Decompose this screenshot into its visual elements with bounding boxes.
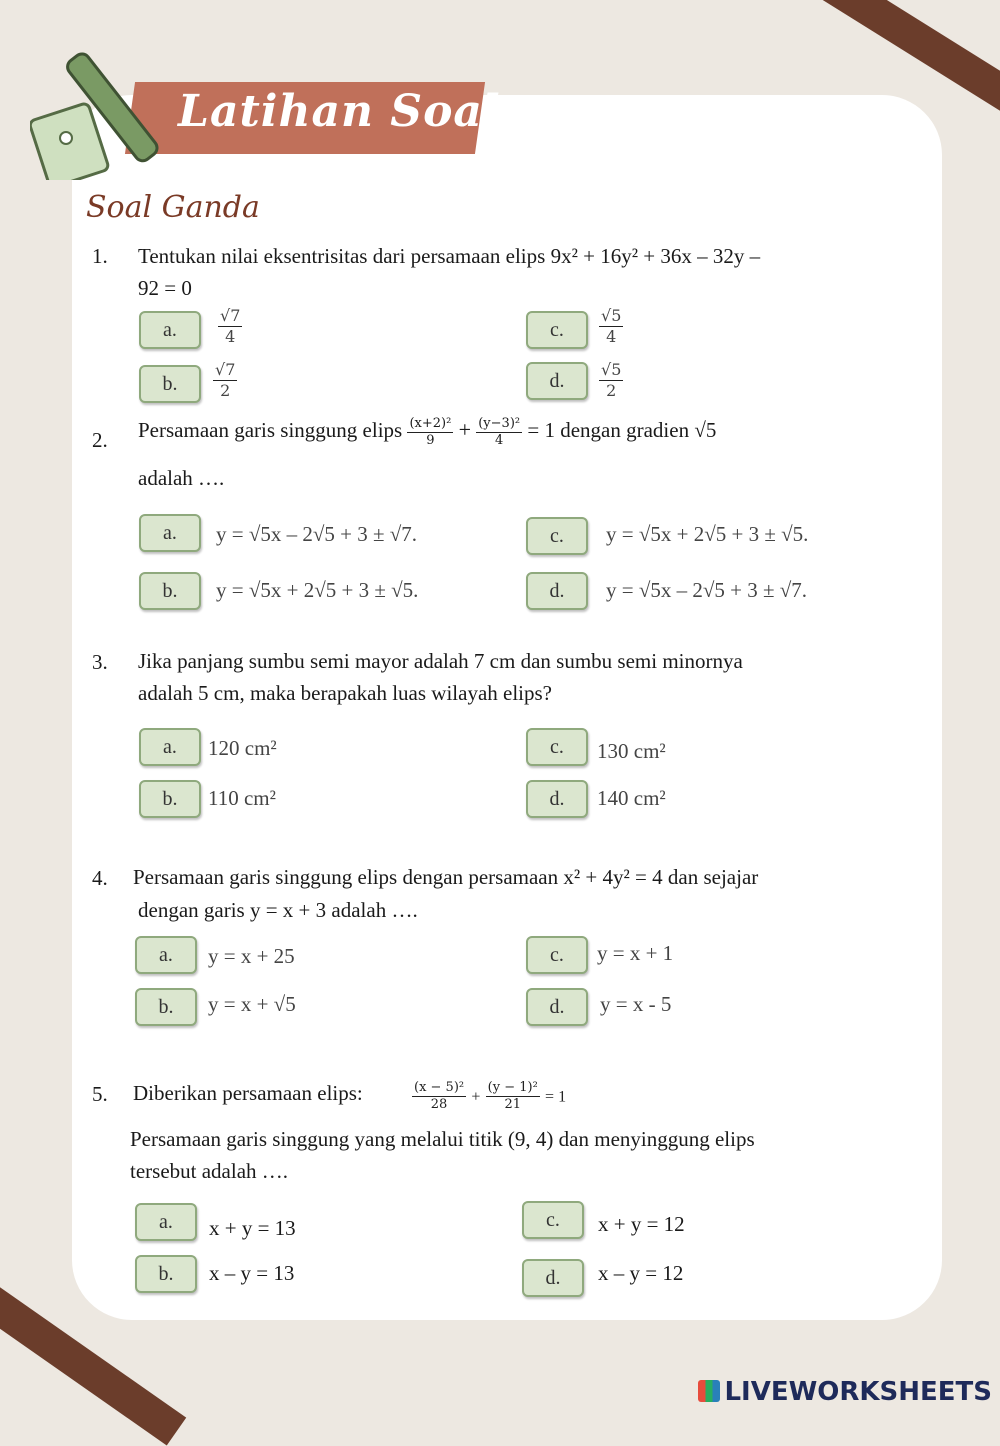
liveworksheets-logo: LIVEWORKSHEETS [698,1377,992,1407]
q5-option-a-button[interactable]: a. [135,1203,197,1241]
q2-option-b-value: y = √5x + 2√5 + 3 ± √5. [216,578,419,602]
question-1-text: Tentukan nilai eksentrisitas dari persamaan elips 9x² + 16y² + 36x – 32y – [138,244,761,268]
q4-option-a-value: y = x + 25 [208,944,295,968]
q3-option-d-button[interactable]: d. [526,780,588,818]
question-5-intro: Diberikan persamaan elips: [133,1081,363,1105]
q5-option-b-value: x – y = 13 [209,1261,295,1285]
q5-option-a-value: x + y = 13 [209,1216,296,1240]
q4-option-d-value: y = x - 5 [600,992,672,1016]
question-number: 4. [92,866,108,890]
q3-option-c-value: 130 cm² [597,739,666,763]
question-1-text-cont: 92 = 0 [138,276,192,300]
q1-option-b-button[interactable]: b. [139,365,201,403]
q3-option-c-button[interactable]: c. [526,728,588,766]
question-5-text: Persamaan garis singgung yang melalui titik (9, 4) dan menyinggung elips [130,1127,755,1151]
q1-option-c-button[interactable]: c. [526,311,588,349]
question-5-text-cont: tersebut adalah …. [130,1159,289,1183]
q2-option-a-value: y = √5x – 2√5 + 3 ± √7. [216,522,418,546]
question-2-text: Persamaan garis singgung elips $\frac{\text{(x+2)²}}{9}$ + $\frac{\text{(y−3)²}}{4}$ = 1 dengan gradien √5 [138,415,717,448]
question-4-text: Persamaan garis singgung elips dengan persamaan x² + 4y² = 4 dan sejajar [133,865,759,889]
q2-option-d-button[interactable]: d. [526,572,588,610]
q4-option-c-button[interactable]: c. [526,936,588,974]
page-title: Latihan Soal [178,86,501,137]
q2-option-d-value: y = √5x – 2√5 + 3 ± √7. [606,578,808,602]
notebook-pencil-icon [30,40,190,180]
question-3-text-cont: adalah 5 cm, maka berapakah luas wilayah elips? [138,681,552,705]
q4-option-b-value: y = x + √5 [208,992,296,1016]
question-4-text-cont: dengan garis y = x + 3 adalah …. [138,898,418,922]
q3-option-d-value: 140 cm² [597,786,666,810]
q1-option-b-value: $\frac{√7}{2}$ [215,360,236,400]
question-5-equation: $\frac{\text{(x − 5)²}}{28}$ + $\frac{\text{(y − 1)²}}{21}$ = 1 [414,1080,567,1112]
question-number: 3. [92,650,108,674]
question-number: 5. [92,1082,108,1106]
q4-option-b-button[interactable]: b. [135,988,197,1026]
question-3-text: Jika panjang sumbu semi mayor adalah 7 cm dan sumbu semi minornya [138,649,743,673]
q5-option-b-button[interactable]: b. [135,1255,197,1293]
section-title: Soal Ganda [86,190,260,225]
q2-option-a-button[interactable]: a. [139,514,201,552]
question-number: 1. [92,244,108,268]
question-2-text-cont: adalah …. [138,466,225,490]
q2-option-b-button[interactable]: b. [139,572,201,610]
question-number: 2. [92,428,108,452]
q3-option-b-button[interactable]: b. [139,780,201,818]
q4-option-c-value: y = x + 1 [597,941,674,965]
q3-option-a-value: 120 cm² [208,736,277,760]
q5-option-d-value: x – y = 12 [598,1261,684,1285]
q2-option-c-value: y = √5x + 2√5 + 3 ± √5. [606,522,809,546]
q1-option-c-value: $\frac{√5}{4}$ [601,306,622,346]
q2-option-c-button[interactable]: c. [526,517,588,555]
q1-option-d-button[interactable]: d. [526,362,588,400]
q3-option-b-value: 110 cm² [208,786,276,810]
q1-option-d-value: $\frac{√5}{2}$ [601,360,622,400]
q1-option-a-button[interactable]: a. [139,311,201,349]
q3-option-a-button[interactable]: a. [139,728,201,766]
q5-option-c-value: x + y = 12 [598,1212,685,1236]
q5-option-c-button[interactable]: c. [522,1201,584,1239]
q4-option-a-button[interactable]: a. [135,936,197,974]
q5-option-d-button[interactable]: d. [522,1259,584,1297]
q1-option-a-value: $\frac{√7}{4}$ [220,306,241,346]
q4-option-d-button[interactable]: d. [526,988,588,1026]
liveworksheets-icon [698,1380,720,1402]
